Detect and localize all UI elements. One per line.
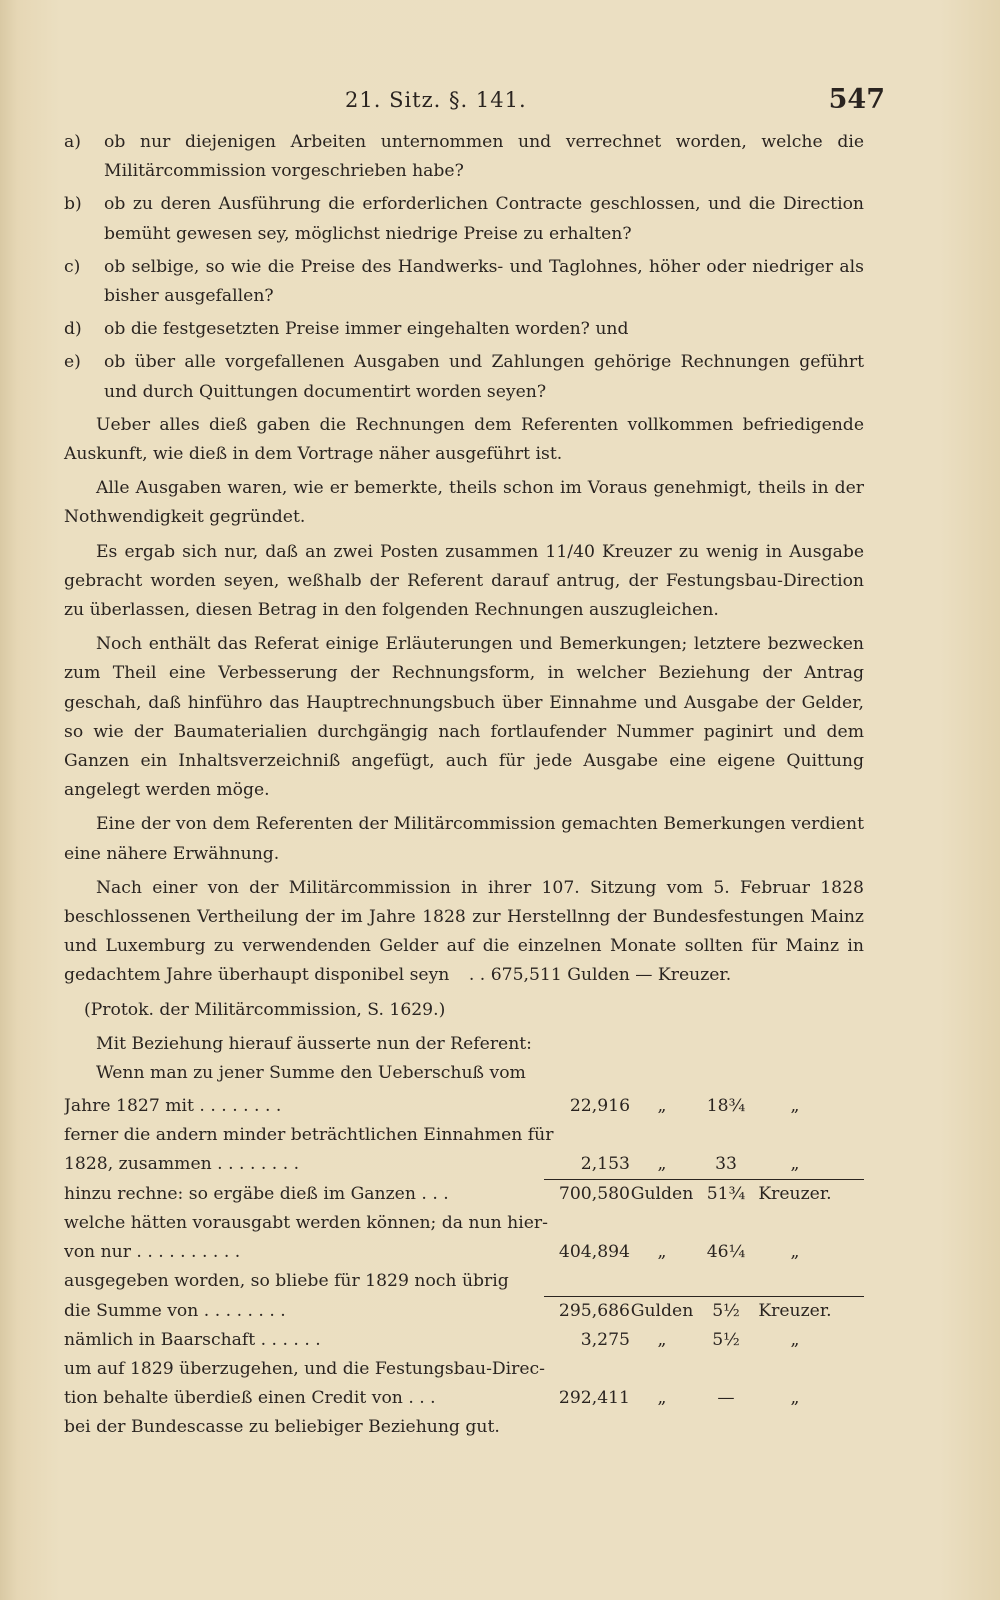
totals-description: hinzu rechne: so ergäbe dieß im Ganzen . . . bbox=[64, 1184, 449, 1205]
totals-row bbox=[64, 1267, 864, 1296]
totals-description: tion behalte überdieß einen Credit von . . . bbox=[64, 1388, 436, 1409]
kreuzer-amount: — bbox=[717, 1388, 735, 1409]
question-text: ob zu deren Ausführung die erforderlichen Contracte geschlossen, und die Direction bemüht gewesen sey, möglichst niedrige Preise zu erhalten? bbox=[104, 194, 864, 244]
kreuzer-unit: „ bbox=[790, 1096, 800, 1117]
gulden-amount: 295,686 bbox=[558, 1301, 630, 1322]
paragraph: Eine der von dem Referenten der Militärcommission gemachten Bemerkungen verdient eine nähere Erwähnung. bbox=[64, 814, 864, 864]
totals-description: Jahre 1827 mit . . . . . . . . bbox=[64, 1096, 282, 1117]
question-label: e) bbox=[64, 352, 81, 373]
section-reference: 21. Sitz. §. 141. bbox=[345, 88, 527, 112]
gulden-unit: „ bbox=[657, 1330, 667, 1351]
totals-row bbox=[64, 1121, 864, 1150]
kreuzer-unit: Kreuzer. bbox=[758, 1184, 832, 1205]
question-item bbox=[64, 190, 864, 248]
totals-text: um auf 1829 überzugehen, und die Festungsbau-Direc- bbox=[64, 1359, 545, 1380]
gulden-unit: Gulden bbox=[630, 1184, 694, 1205]
question-item bbox=[64, 315, 864, 344]
totals-text: welche hätten vorausgabt werden können; da nun hier- bbox=[64, 1213, 548, 1234]
totals-row bbox=[64, 1209, 864, 1238]
totals-table bbox=[64, 1092, 864, 1442]
gulden-amount: 292,411 bbox=[558, 1388, 630, 1409]
gulden-amount: 404,894 bbox=[558, 1242, 630, 1263]
page-header bbox=[0, 84, 1000, 118]
gulden-unit: Gulden bbox=[630, 1301, 694, 1322]
question-item bbox=[64, 128, 864, 186]
intro-line: Mit Beziehung hierauf äusserte nun der Referent: bbox=[96, 1033, 532, 1054]
totals-description: nämlich in Baarschaft . . . . . . bbox=[64, 1330, 321, 1351]
kreuzer-amount: 5½ bbox=[712, 1301, 740, 1322]
totals-row bbox=[64, 1413, 864, 1442]
totals-description: die Summe von . . . . . . . . bbox=[64, 1301, 286, 1322]
paragraph: Noch enthält das Referat einige Erläuterungen und Bemerkungen; letztere bezwecken zum Theil eine Verbesserung der Rechnungsform, in welcher Beziehung der Antrag geschah, daß hinführo das Hauptrechnungsbuch über Einnahme und Ausgabe der Gelder, so wie der Baumaterialien durchgängig nach fortlaufender Nummer paginirt und dem Ganzen ein Inhaltsverzeichniß angefügt, auch für jede Ausgabe eine eigene Quittung angelegt werden möge. bbox=[64, 634, 864, 801]
totals-text: bei der Bundescasse zu beliebiger Beziehung gut. bbox=[64, 1417, 500, 1438]
kreuzer-unit: „ bbox=[790, 1242, 800, 1263]
question-text: ob über alle vorgefallenen Ausgaben und Zahlungen gehörige Rechnungen geführt und durch Quittungen documentirt worden seyen? bbox=[104, 352, 864, 402]
paragraph-mainz-text: Nach einer von der Militärcommission in ihrer 107. Sitzung vom 5. Februar 1828 beschlossenen Vertheilung der im Jahre 1828 zur Herstellnng der Bundesfestungen Mainz und Luxemburg zu verwendenden Gelder auf die einzelnen Monate sollten für Mainz in gedachtem Jahre überhaupt disponibel seyn bbox=[64, 877, 864, 986]
kreuzer-amount: 46¼ bbox=[706, 1242, 746, 1263]
kreuzer-amount: 33 bbox=[715, 1154, 737, 1175]
question-text: ob die festgesetzten Preise immer eingehalten worden? und bbox=[104, 319, 629, 340]
totals-row bbox=[64, 1355, 864, 1384]
page-body bbox=[64, 128, 864, 1442]
question-text: ob selbige, so wie die Preise des Handwerks- und Taglohnes, höher oder niedriger als bisher ausgefallen? bbox=[104, 256, 864, 307]
page-number: 547 bbox=[828, 84, 885, 115]
totals-description: 1828, zusammen . . . . . . . . bbox=[64, 1154, 300, 1175]
totals-text: ferner die andern minder beträchtlichen Einnahmen für bbox=[64, 1125, 554, 1146]
kreuzer-amount: 51¾ bbox=[706, 1184, 746, 1205]
totals-row bbox=[64, 1092, 864, 1121]
paragraph-mainz-amount: . . 675,511 Gulden — Kreuzer. bbox=[468, 965, 732, 986]
gulden-unit: „ bbox=[657, 1096, 667, 1117]
totals-row bbox=[64, 1326, 864, 1355]
totals-row bbox=[64, 1384, 864, 1413]
question-label: d) bbox=[64, 319, 82, 340]
paragraph: Ueber alles dieß gaben die Rechnungen dem Referenten vollkommen befriedigende Auskunft, wie dieß in dem Vortrage näher ausgeführt ist. bbox=[64, 414, 864, 465]
question-label: b) bbox=[64, 194, 82, 215]
question-label: a) bbox=[64, 132, 81, 152]
gulden-unit: „ bbox=[657, 1242, 667, 1263]
paragraph-list bbox=[64, 411, 864, 869]
kreuzer-unit: „ bbox=[790, 1330, 800, 1351]
kreuzer-unit: „ bbox=[790, 1154, 800, 1175]
gulden-unit: „ bbox=[657, 1388, 667, 1409]
kreuzer-unit: Kreuzer. bbox=[758, 1301, 832, 1322]
gulden-amount: 22,916 bbox=[569, 1096, 630, 1117]
protokoll-reference: (Protok. der Militärcommission, S. 1629.) bbox=[84, 999, 446, 1020]
question-label: c) bbox=[64, 256, 81, 277]
paragraph: Es ergab sich nur, daß an zwei Posten zusammen 11/40 Kreuzer zu wenig in Ausgabe gebracht worden seyen, weßhalb der Referent darauf antrug, der Festungsbau-Direction zu überlassen, diesen Betrag in den folgenden Rechnungen auszugleichen. bbox=[64, 541, 864, 621]
totals-row bbox=[64, 1238, 864, 1267]
gulden-amount: 700,580 bbox=[558, 1184, 630, 1205]
totals-row bbox=[64, 1150, 864, 1179]
totals-description: von nur . . . . . . . . . . bbox=[64, 1242, 241, 1263]
gulden-amount: 2,153 bbox=[580, 1154, 630, 1175]
kreuzer-unit: „ bbox=[790, 1388, 800, 1409]
question-item bbox=[64, 348, 864, 406]
gulden-unit: „ bbox=[657, 1154, 667, 1175]
question-item bbox=[64, 253, 864, 311]
totals-row bbox=[64, 1180, 864, 1209]
kreuzer-amount: 18¾ bbox=[706, 1096, 746, 1117]
paragraph-mainz bbox=[64, 874, 864, 991]
intro-line-2: Wenn man zu jener Summe den Ueberschuß vom bbox=[96, 1063, 526, 1084]
paragraph: Alle Ausgaben waren, wie er bemerkte, theils schon im Voraus genehmigt, theils in der Nothwendigkeit gegründet. bbox=[64, 478, 864, 528]
kreuzer-amount: 5½ bbox=[712, 1330, 740, 1351]
gulden-amount: 3,275 bbox=[580, 1330, 630, 1351]
totals-text: ausgegeben worden, so bliebe für 1829 noch übrig bbox=[64, 1271, 509, 1292]
totals-row bbox=[64, 1297, 864, 1326]
question-list bbox=[64, 128, 864, 407]
question-text: ob nur diejenigen Arbeiten unternommen und verrechnet worden, welche die Militärcommission vorgeschrieben habe? bbox=[104, 132, 864, 182]
